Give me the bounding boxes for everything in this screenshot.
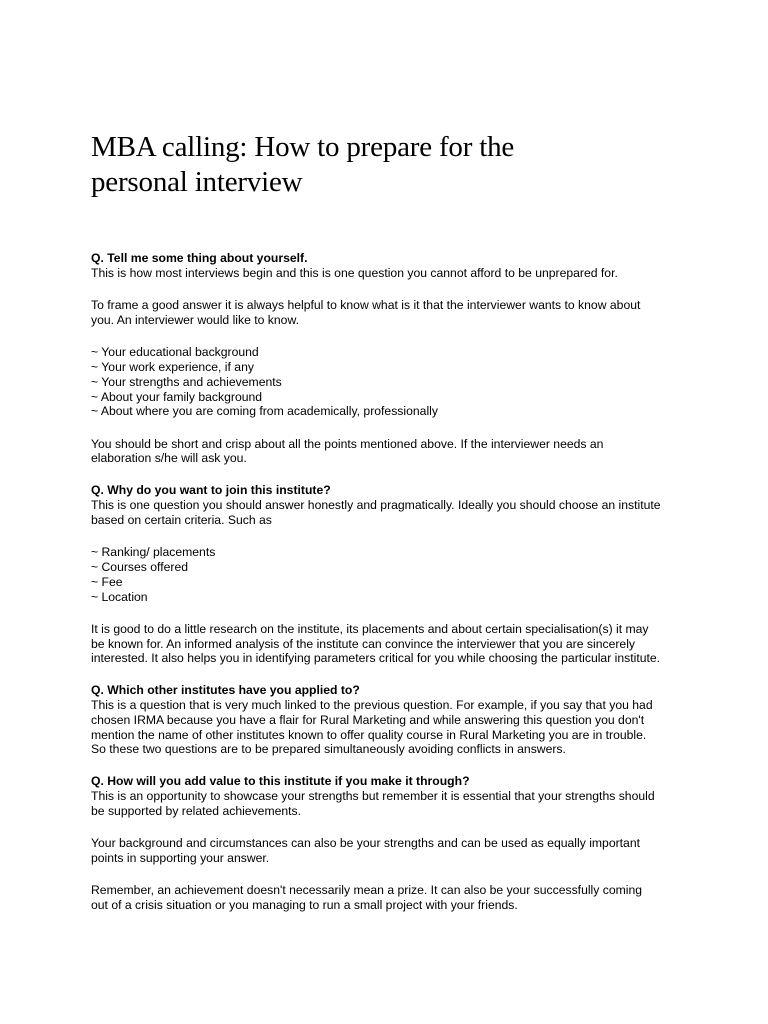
paragraph-line: It is good to do a little research on the institute, its placements and about certain specialisation(s) it may	[91, 621, 649, 636]
list-item: ~ Ranking/ placements	[91, 545, 216, 560]
paragraph-line: This is an opportunity to showcase your strengths but remember it is essential that your strengths should	[91, 789, 655, 804]
section-q2	[91, 483, 691, 666]
page-title	[91, 130, 711, 200]
bullet-list	[91, 545, 691, 604]
paragraph-line: interested. It also helps you in identifying parameters critical for you while choosing the particular institute.	[91, 651, 661, 666]
paragraph-line: be known for. An informed analysis of the institute can convince the interviewer that you are sincerely	[91, 636, 635, 651]
list-item: ~ About your family background	[91, 389, 263, 404]
list-item: ~ Location	[91, 589, 148, 604]
question-heading: Q. Why do you want to join this institute?	[91, 483, 331, 498]
paragraph-line: elaboration s/he will ask you.	[91, 451, 247, 466]
paragraph-line: So these two questions are to be prepared simultaneously avoiding conflicts in answers.	[91, 742, 566, 757]
paragraph-line: points in supporting your answer.	[91, 850, 270, 865]
list-item: ~ About where you are coming from academically, professionally	[91, 404, 438, 419]
list-item: ~ Your educational background	[91, 345, 259, 360]
paragraph-line: You should be short and crisp about all the points mentioned above. If the interviewer needs an	[91, 436, 604, 451]
section-q3	[91, 683, 691, 757]
paragraph-line: Your background and circumstances can also be your strengths and can be used as equally important	[91, 836, 640, 851]
title-line-2: personal interview	[91, 166, 303, 198]
paragraph-line: mention the name of other institutes known to offer quality course in Rural Marketing you are in trouble.	[91, 727, 647, 742]
list-item: ~ Your strengths and achievements	[91, 374, 282, 389]
paragraph-line: chosen IRMA because you have a flair for Rural Marketing and while answering this question you don't	[91, 712, 645, 727]
list-item: ~ Your work experience, if any	[91, 359, 254, 374]
question-heading: Q. Tell me some thing about yourself.	[91, 251, 308, 265]
article-body	[91, 251, 691, 913]
paragraph-line: This is a question that is very much linked to the previous question. For example, if you say that you had	[91, 698, 653, 713]
paragraph-line: This is how most interviews begin and this is one question you cannot afford to be unprepared for.	[91, 265, 618, 280]
question-heading: Q. Which other institutes have you applied to?	[91, 683, 360, 698]
paragraph-line: Remember, an achievement doesn't necessarily mean a prize. It can also be your successfully coming	[91, 883, 643, 898]
paragraph-line: be supported by related achievements.	[91, 803, 302, 818]
paragraph-line: you. An interviewer would like to know.	[91, 312, 299, 327]
question-heading: Q. How will you add value to this institute if you make it through?	[91, 774, 470, 789]
section-q1	[91, 251, 691, 466]
bullet-list	[91, 345, 691, 419]
paragraph-line: To frame a good answer it is always helpful to know what is it that the interviewer wants to know about	[91, 298, 641, 313]
paragraph-line: based on certain criteria. Such as	[91, 512, 272, 527]
list-item: ~ Courses offered	[91, 559, 188, 574]
paragraph-line: out of a crisis situation or you managing to run a small project with your friends.	[91, 898, 518, 912]
paragraph-line: This is one question you should answer honestly and pragmatically. Ideally you should choose an institute	[91, 498, 661, 513]
section-q4	[91, 774, 691, 913]
title-line-1: MBA calling: How to prepare for the	[91, 131, 515, 163]
list-item: ~ Fee	[91, 574, 123, 589]
